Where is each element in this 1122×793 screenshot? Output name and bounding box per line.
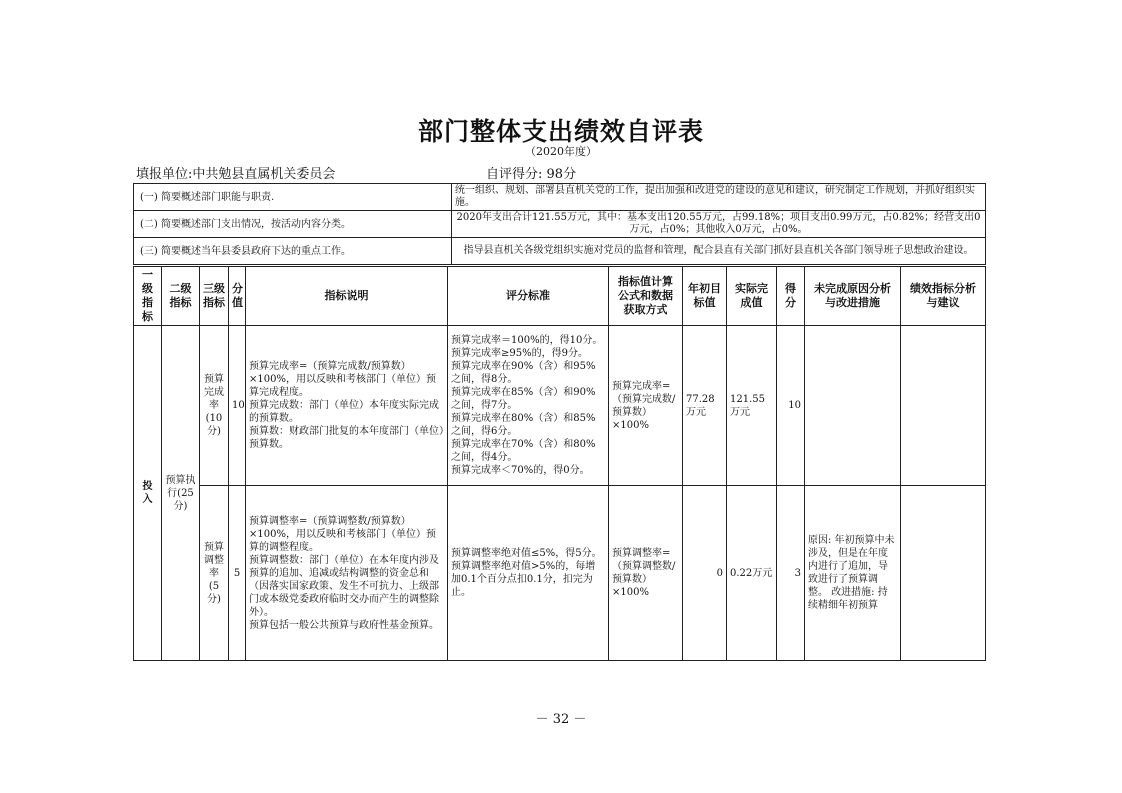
summary-answer: 2020年支出合计121.55万元，其中：基本支出120.55万元，占99.18%；项目支出0.99万元，占0.82%；经营支出0万元，占0%；其他收入0万元，占0%。 [452,211,986,238]
page-number: － 32 － [535,712,587,727]
header-analysis: 绩效指标分析 与建议 [901,267,986,326]
weight-cell: 5 [229,486,246,661]
level1-cell: 投 入 [134,326,162,661]
actual-cell: 121.55万元 [727,326,777,486]
score-value: 98分 [546,167,577,182]
page-title: 部门整体支出绩效自评表 [417,117,704,146]
header-target: 年初目 标值 [683,267,727,326]
header-description: 指标说明 [246,267,448,326]
reason-cell: 原因: 年初预算中未涉及，但是在年度内进行了追加，导致进行了预算调整。 改进措施: 持续精细年初预算 [805,486,901,661]
analysis-cell [901,486,986,661]
table-row [134,326,986,486]
self-score [486,163,576,182]
header-level2: 二级 指标 [162,267,200,326]
summary-question: (三) 简要概述当年县委县政府下达的重点工作。 [134,238,452,265]
criteria-cell: 预算调整率绝对值≤5%，得5分。 预算调整率绝对值>5%的，每增加0.1个百分点扣0.1分，扣完为止。 [448,486,609,661]
summary-table [133,183,986,265]
score-cell: 10 [777,326,805,486]
header-level3: 三级 指标 [200,267,229,326]
table-row [134,486,986,661]
level2-cell: 预算执 行(25 分) [162,326,200,661]
summary-answer: 指导县直机关各级党组织实施对党员的监督和管理，配合县直有关部门抓好县直机关各部门领导班子思想政治建设。 [452,238,986,265]
description-cell: 预算完成率=（预算完成数/预算数）×100%，用以反映和考核部门（单位）预算完成程度。 预算完成数：部门（单位）本年度实际完成的预算数。 预算数：财政部门批复的本年度部门（单位）预算数。 [246,326,448,486]
analysis-cell [901,326,986,486]
summary-question: (一) 简要概述部门职能与职责. [134,184,452,211]
summary-row [134,238,986,265]
unit-name: 中共勉县直属机关委员会 [192,167,336,182]
target-cell: 0 [683,486,727,661]
indicator-table [133,266,986,661]
header-level1: 一级 指标 [134,267,162,326]
criteria-cell: 预算完成率＝100%的，得10分。 预算完成率≥95%的，得9分。 预算完成率在90%（含）和95%之间，得8分。 预算完成率在85%（含）和90%之间，得7分。 预算完成率在80%（含）和85%之间，得6分。 预算完成率在70%（含）和80%之间，得4分。 预算完成率＜70%的，得0分。 [448,326,609,486]
level3-cell: 预算 调整 率 (5 分) [200,486,229,661]
reason-cell [805,326,901,486]
header-row [134,267,986,326]
description-cell: 预算调整率=（预算调整数/预算数）×100%，用以反映和考核部门（单位）预算的调整程度。 预算调整数：部门（单位）在本年度内涉及预算的追加、追减或结构调整的资金总和（因落实国家政策、发生不可抗力、上级部门或本级党委政府临时交办而产生的调整除外）。 预算包括一般公共预算与政府性基金预算。 [246,486,448,661]
score-cell: 3 [777,486,805,661]
formula-cell: 预算调整率=（预算调整数/预算数）×100% [609,486,683,661]
header-formula: 指标值计算 公式和数据 获取方式 [609,267,683,326]
weight-cell: 10 [229,326,246,486]
formula-cell: 预算完成率=（预算完成数/预算数）×100% [609,326,683,486]
summary-answer: 统一组织、规划、部署县直机关党的工作，提出加强和改进党的建设的意见和建议，研究制定工作规划，并抓好组织实施。 [452,184,986,211]
summary-row [134,184,986,211]
actual-cell: 0.22万元 [727,486,777,661]
reporting-unit [136,163,335,182]
summary-row [134,211,986,238]
header-reason: 未完成原因分析 与改进措施 [805,267,901,326]
score-label: 自评得分: [486,167,543,182]
header-weight: 分 值 [229,267,246,326]
header-criteria: 评分标准 [448,267,609,326]
target-cell: 77.28万元 [683,326,727,486]
unit-label: 填报单位: [136,167,193,182]
summary-question: (二) 简要概述部门支出情况，按活动内容分类。 [134,211,452,238]
level3-cell: 预算 完成 率 (10 分) [200,326,229,486]
header-score: 得分 [777,267,805,326]
year-subtitle: （2020年度） [525,145,597,158]
header-actual: 实际完 成值 [727,267,777,326]
